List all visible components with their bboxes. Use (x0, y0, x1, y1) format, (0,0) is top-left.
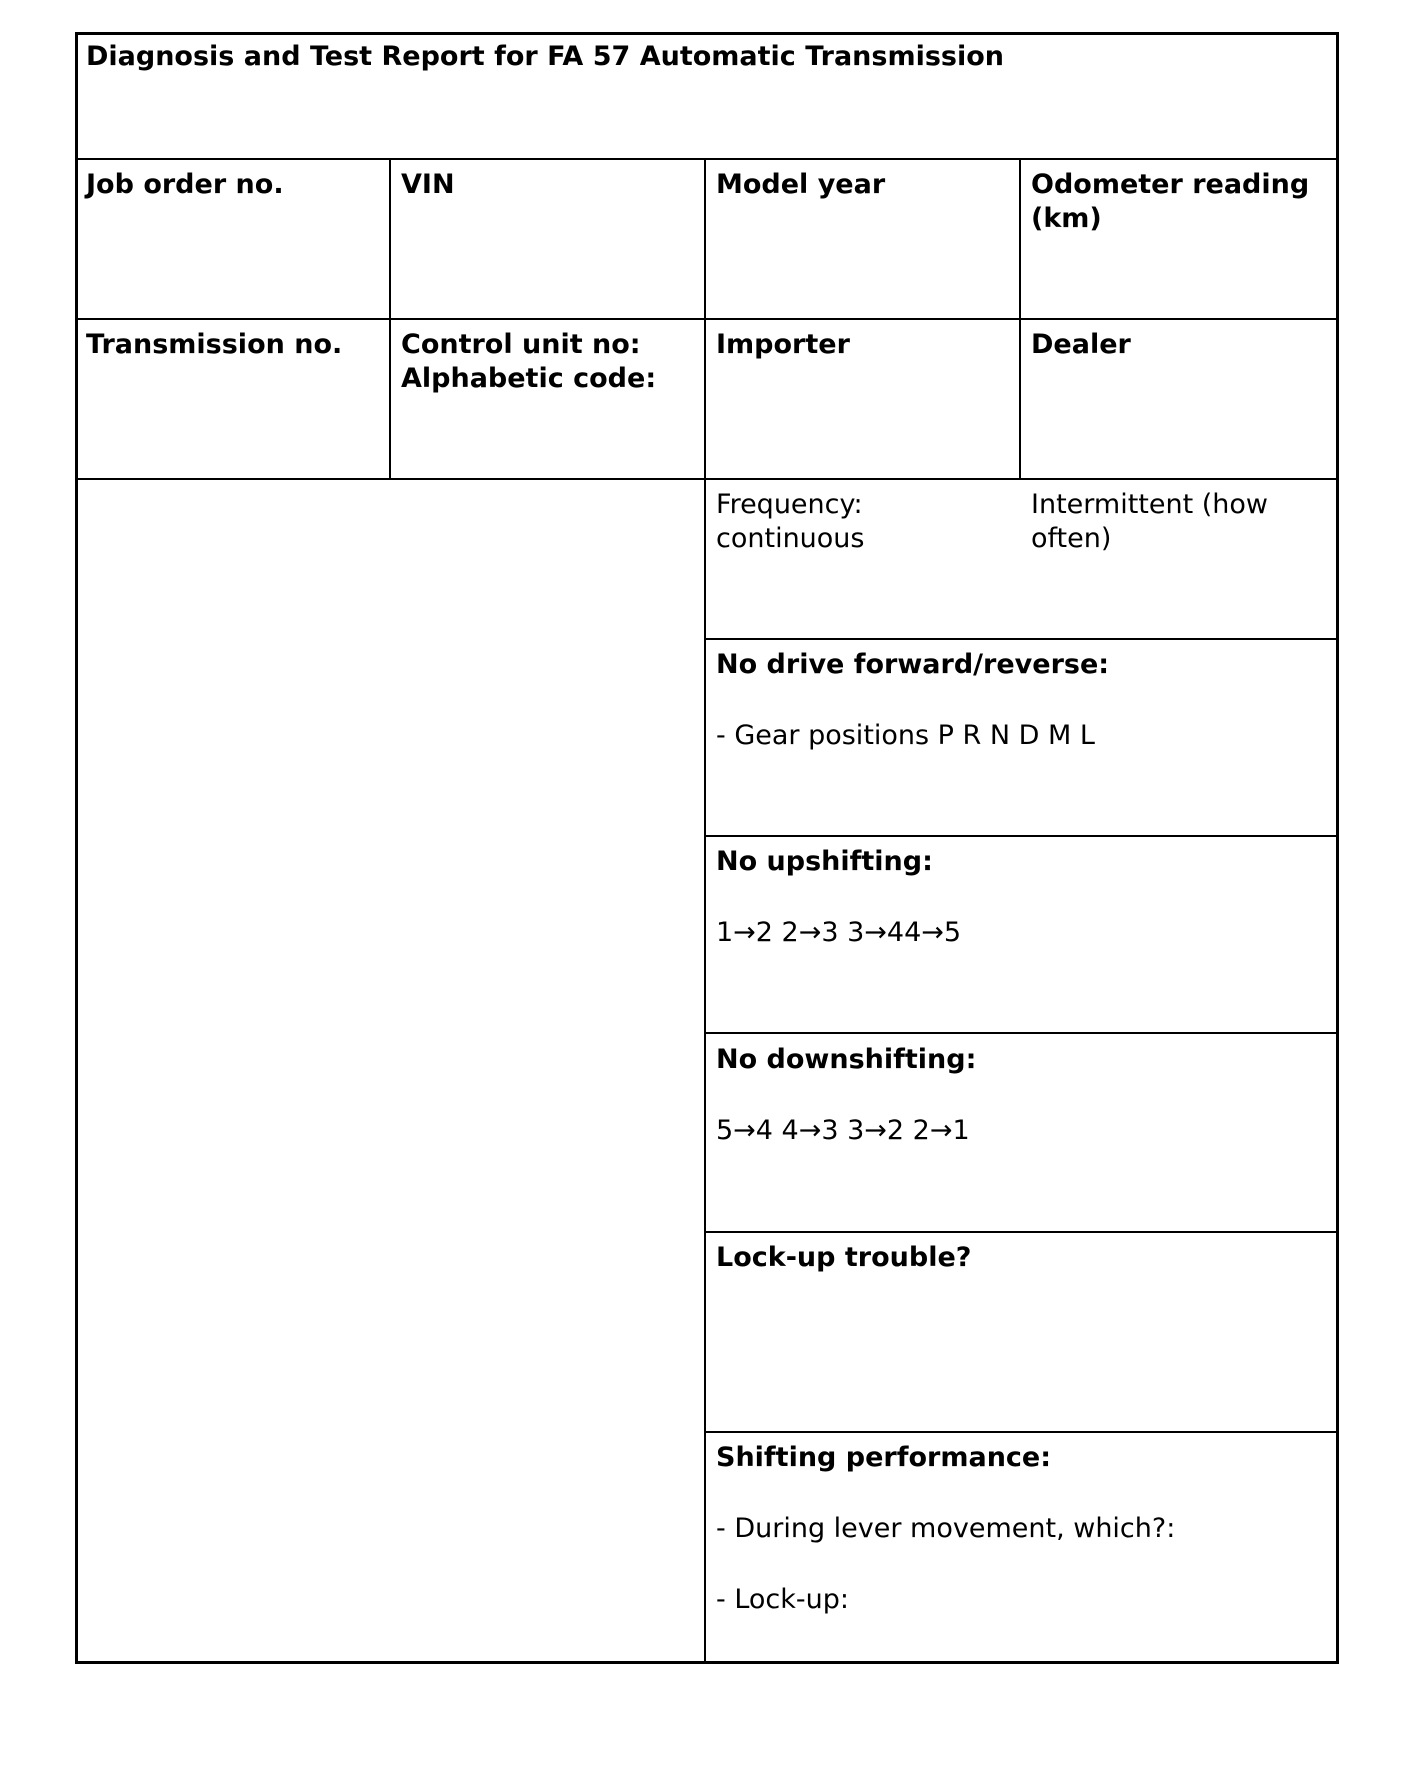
frequency-label (716, 488, 865, 556)
dealer-label: Dealer (1031, 329, 1131, 360)
rule-under-no-drive (705, 835, 1339, 837)
transmission-label: Transmission no. (86, 329, 343, 360)
border-bottom (75, 1661, 1339, 1664)
odometer-label (1031, 168, 1309, 236)
frequency-intermittent (1031, 488, 1268, 556)
intermittent-line1: Intermittent (how (1031, 489, 1269, 520)
rule-under-row1 (75, 318, 1339, 320)
border-right (1336, 32, 1339, 1664)
frequency-label-line: Frequency: (716, 489, 863, 520)
no-upshifting-heading: No upshifting: (716, 846, 933, 877)
model-year-label: Model year (716, 169, 886, 200)
shifting-performance-heading: Shifting performance: (716, 1442, 1052, 1473)
rule-under-title (75, 158, 1339, 160)
rule-under-row2 (75, 478, 1339, 480)
downshift-sequence: 5→4 4→3 3→2 2→1 (716, 1115, 970, 1146)
odometer-label-line2: (km) (1031, 203, 1102, 234)
col-divider-3 (1019, 158, 1021, 480)
importer-label: Importer (716, 329, 850, 360)
vin-label: VIN (401, 169, 455, 200)
no-drive-heading: No drive forward/reverse: (716, 649, 1110, 680)
alphabetic-code-line: Alphabetic code: (401, 363, 657, 394)
control-unit-label (401, 328, 656, 396)
lockup-text: - Lock-up: (716, 1584, 849, 1615)
rule-under-frequency (705, 638, 1339, 640)
frequency-continuous: continuous (716, 523, 865, 554)
odometer-label-line1: Odometer reading (1031, 169, 1310, 200)
gear-positions-text: - Gear positions P R N D M L (716, 720, 1095, 751)
report-title: Diagnosis and Test Report for FA 57 Automatic Transmission (86, 41, 1005, 72)
upshift-sequence: 1→2 2→3 3→44→5 (716, 917, 962, 948)
lockup-trouble-heading: Lock-up trouble? (716, 1242, 972, 1273)
control-unit-line: Control unit no: (401, 329, 641, 360)
col-divider-1 (389, 158, 391, 480)
border-left (75, 32, 78, 1664)
rule-under-downshifting (705, 1231, 1339, 1233)
lever-movement-text: - During lever movement, which?: (716, 1513, 1176, 1544)
rule-under-upshifting (705, 1032, 1339, 1034)
border-top (75, 32, 1339, 35)
intermittent-line2: often) (1031, 523, 1112, 554)
col-divider-2 (704, 158, 706, 1664)
report-form (75, 32, 1339, 1664)
job-order-label: Job order no. (86, 169, 284, 200)
rule-under-lockup (705, 1431, 1339, 1433)
no-downshifting-heading: No downshifting: (716, 1044, 977, 1075)
